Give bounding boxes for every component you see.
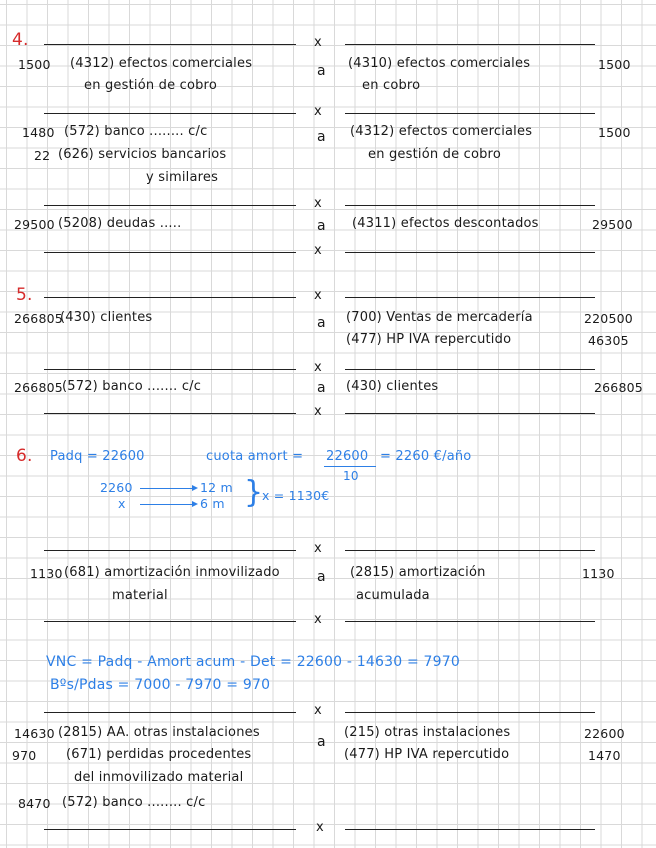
debit-amount: 8470 <box>18 796 51 811</box>
cuota-result: = 2260 €/año <box>380 449 472 464</box>
separator-rule-left <box>44 550 296 551</box>
separator-rule-right <box>345 205 595 206</box>
separator-rule-left <box>44 113 296 114</box>
separator-rule-right <box>345 369 595 370</box>
separator-rule-right <box>345 297 595 298</box>
separator-x: x <box>314 196 322 211</box>
debit-account: (4312) efectos comerciales <box>70 56 253 71</box>
rule-of-three-result: x = 1130€ <box>262 488 330 503</box>
debit-account: (671) perdidas procedentes <box>66 747 252 762</box>
separator-rule-left <box>44 297 296 298</box>
separator-rule-right <box>345 252 595 253</box>
separator-rule-left <box>44 252 296 253</box>
debit-amount: 29500 <box>14 217 55 232</box>
credit-amount: 46305 <box>588 333 629 348</box>
credit-account-cont: en gestión de cobro <box>368 147 501 162</box>
separator-rule-left <box>44 712 296 713</box>
credit-amount: 29500 <box>592 217 633 232</box>
separator-x: x <box>314 288 322 303</box>
credit-account-cont: en cobro <box>362 78 421 93</box>
vnc-formula: VNC = Padq - Amort acum - Det = 22600 - 14630 = 7970 <box>46 654 460 670</box>
credit-account: (430) clientes <box>346 379 439 394</box>
debit-amount: 1130 <box>30 566 63 581</box>
separator-x: x <box>314 404 322 419</box>
debit-account: (626) servicios bancarios <box>58 147 227 162</box>
credit-account-cont: acumulada <box>356 588 430 603</box>
separator-rule-left <box>44 413 296 414</box>
credit-amount: 22600 <box>584 726 625 741</box>
separator-a: a <box>317 129 326 145</box>
separator-a: a <box>317 218 326 234</box>
arrow-icon <box>140 488 196 489</box>
credit-account: (477) HP IVA repercutido <box>344 747 510 762</box>
separator-rule-right <box>345 550 595 551</box>
credit-account: (215) otras instalaciones <box>344 725 511 740</box>
debit-amount: 14630 <box>14 726 55 741</box>
debit-account: (572) banco ........ c/c <box>62 795 206 810</box>
separator-rule-left <box>44 829 296 830</box>
brace-icon: } <box>244 475 264 510</box>
separator-x: x <box>314 541 322 556</box>
credit-account: (2815) amortización <box>350 565 486 580</box>
separator-rule-left <box>44 621 296 622</box>
debit-account: (2815) AA. otras instalaciones <box>58 725 260 740</box>
rule-of-three-right-1: 12 m <box>200 480 233 495</box>
credit-account: (4310) efectos comerciales <box>348 56 531 71</box>
separator-rule-left <box>44 44 296 45</box>
rule-of-three-left-1: 2260 <box>100 480 133 495</box>
separator-rule-right <box>345 621 595 622</box>
credit-account: (4312) efectos comerciales <box>350 124 533 139</box>
debit-account-cont: y similares <box>146 170 219 185</box>
separator-x: x <box>316 820 324 835</box>
credit-account: (4311) efectos descontados <box>352 216 539 231</box>
separator-rule-right <box>345 44 595 45</box>
separator-x: x <box>314 35 322 50</box>
credit-account: (477) HP IVA repercutido <box>346 332 512 347</box>
debit-amount: 970 <box>12 748 37 763</box>
gain-loss-formula: Bºs/Pdas = 7000 - 7970 = 970 <box>50 677 271 693</box>
entry-6-label: 6. <box>16 446 33 466</box>
debit-account-cont: en gestión de cobro <box>84 78 217 93</box>
debit-amount: 266805 <box>14 311 63 326</box>
separator-a: a <box>317 734 326 750</box>
cuota-label: cuota amort = <box>206 449 304 464</box>
credit-amount: 1130 <box>582 566 615 581</box>
separator-rule-right <box>345 113 595 114</box>
separator-x: x <box>314 243 322 258</box>
debit-account: (572) banco ....... c/c <box>62 379 202 394</box>
separator-x: x <box>314 104 322 119</box>
debit-account: (681) amortización inmovilizado <box>64 565 280 580</box>
rule-of-three-right-2: 6 m <box>200 496 225 511</box>
separator-rule-left <box>44 369 296 370</box>
separator-rule-right <box>345 413 595 414</box>
arrow-icon <box>140 504 196 505</box>
padq-formula: Padq = 22600 <box>50 449 145 464</box>
debit-amount: 266805 <box>14 380 63 395</box>
debit-account: (5208) deudas ..... <box>58 216 182 231</box>
separator-a: a <box>317 63 326 79</box>
credit-amount: 220500 <box>584 311 633 326</box>
separator-x: x <box>314 360 322 375</box>
debit-amount: 22 <box>34 148 51 163</box>
fraction-bar <box>324 466 376 467</box>
debit-amount: 1500 <box>18 57 51 72</box>
separator-x: x <box>314 703 322 718</box>
debit-account-cont: del inmovilizado material <box>74 770 244 785</box>
debit-amount: 1480 <box>22 125 55 140</box>
credit-account: (700) Ventas de mercadería <box>346 310 533 325</box>
separator-rule-right <box>345 712 595 713</box>
debit-account-cont: material <box>112 588 168 603</box>
separator-rule-right <box>345 829 595 830</box>
fraction-denominator: 10 <box>343 469 359 483</box>
debit-account: (572) banco ........ c/c <box>64 124 208 139</box>
credit-amount: 1470 <box>588 748 621 763</box>
separator-x: x <box>314 612 322 627</box>
rule-of-three-left-2: x <box>118 496 126 511</box>
separator-a: a <box>317 315 326 331</box>
debit-account: (430) clientes <box>60 310 153 325</box>
separator-a: a <box>317 380 326 396</box>
credit-amount: 266805 <box>594 380 643 395</box>
credit-amount: 1500 <box>598 125 631 140</box>
separator-a: a <box>317 569 326 585</box>
credit-amount: 1500 <box>598 57 631 72</box>
entry-4-label: 4. <box>12 30 29 50</box>
entry-5-label: 5. <box>16 285 33 305</box>
fraction-numerator: 22600 <box>326 449 369 464</box>
separator-rule-left <box>44 205 296 206</box>
